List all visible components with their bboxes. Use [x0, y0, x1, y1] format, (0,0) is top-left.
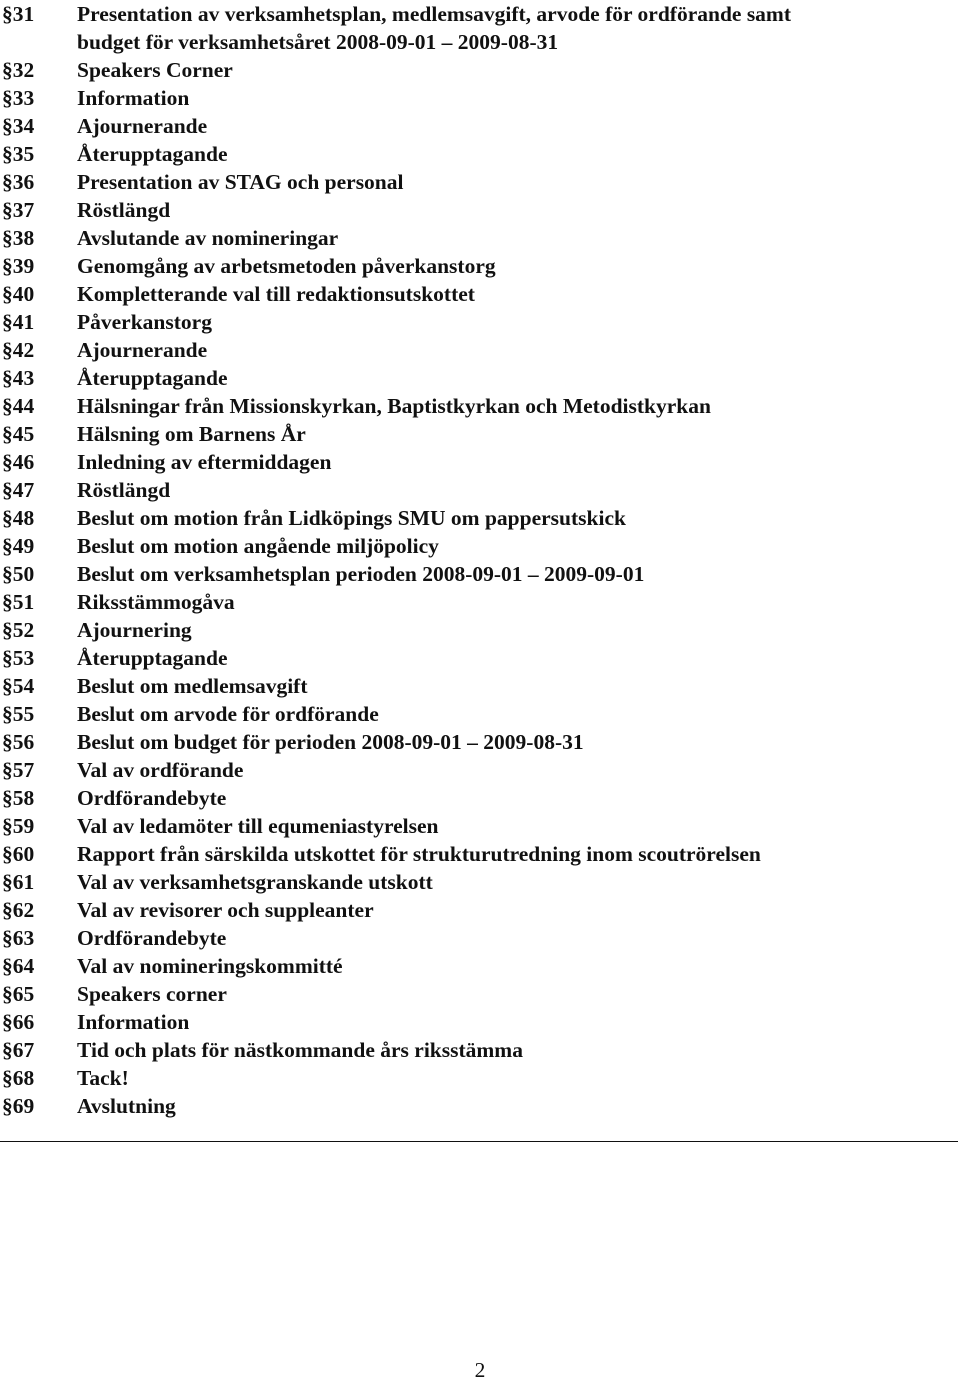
agenda-item-title	[77, 308, 958, 336]
agenda-item-number: §52	[2, 618, 35, 642]
agenda-item-title	[77, 812, 958, 840]
agenda-item-number: §66	[2, 1010, 35, 1034]
agenda-item	[0, 588, 958, 616]
agenda-item-number: §60	[2, 842, 35, 866]
agenda-item-title	[77, 1092, 958, 1120]
agenda-item-number: §33	[2, 86, 35, 110]
agenda-item-title	[77, 840, 958, 868]
agenda-item-title-line: Beslut om arvode för ordförande	[77, 702, 379, 726]
agenda-item-title-line: Röstlängd	[77, 478, 171, 502]
agenda-item-title	[77, 1064, 958, 1092]
agenda-item	[0, 308, 958, 336]
agenda-item-number: §49	[2, 534, 35, 558]
agenda-item-title-line: Ajournerande	[77, 338, 208, 362]
agenda-item	[0, 84, 958, 112]
agenda-item	[0, 140, 958, 168]
agenda-item	[0, 504, 958, 532]
agenda-item-title	[77, 280, 958, 308]
agenda-item-number: §42	[2, 338, 35, 362]
agenda-item-number: §61	[2, 870, 35, 894]
agenda-item	[0, 112, 958, 140]
agenda-item-title-line: Avslutande av nomineringar	[77, 226, 339, 250]
agenda-item	[0, 252, 958, 280]
agenda-item-title-line: Rapport från särskilda utskottet för strukturutredning inom scoutrörelsen	[77, 842, 761, 866]
agenda-item-title	[77, 700, 958, 728]
agenda-item	[0, 448, 958, 476]
agenda-item-title-line: Ordförandebyte	[77, 926, 227, 950]
agenda-item	[0, 532, 958, 560]
agenda-item	[0, 56, 958, 84]
agenda-item	[0, 280, 958, 308]
agenda-item	[0, 644, 958, 672]
agenda-item-title-line: Inledning av eftermiddagen	[77, 450, 332, 474]
agenda-item	[0, 1064, 958, 1092]
agenda-item-title-line: budget för verksamhetsåret 2008-09-01 – 2009-08-31	[77, 30, 559, 54]
agenda-item-number: §38	[2, 226, 35, 250]
agenda-item-number: §68	[2, 1066, 35, 1090]
agenda-item-title	[77, 84, 958, 112]
agenda-item-number: §54	[2, 674, 35, 698]
agenda-item	[0, 224, 958, 252]
agenda-item	[0, 672, 958, 700]
agenda-item-number: §47	[2, 478, 35, 502]
agenda-item-number: §55	[2, 702, 35, 726]
agenda-item-number: §62	[2, 898, 35, 922]
agenda-item-number: §59	[2, 814, 35, 838]
agenda-item-title	[77, 364, 958, 392]
agenda-item	[0, 700, 958, 728]
agenda-item-title	[77, 644, 958, 672]
agenda-item-title-line: Ajournering	[77, 618, 192, 642]
agenda-item-title-line: Genomgång av arbetsmetoden påverkanstorg	[77, 254, 496, 278]
agenda-item-title	[77, 616, 958, 644]
agenda-item-title	[77, 56, 958, 84]
agenda-item	[0, 1036, 958, 1064]
agenda-item-title-line: Beslut om budget för perioden 2008-09-01 – 2009-08-31	[77, 730, 584, 754]
agenda-item-title	[77, 448, 958, 476]
agenda-item-title	[77, 896, 958, 924]
agenda-item-number: §50	[2, 562, 35, 586]
agenda-item-title-line: Tid och plats för nästkommande års riksstämma	[77, 1038, 523, 1062]
agenda-item-number: §34	[2, 114, 35, 138]
agenda-item-title-line: Val av revisorer och suppleanter	[77, 898, 374, 922]
agenda-item-number: §43	[2, 366, 35, 390]
agenda-item-title-line: Hälsningar från Missionskyrkan, Baptistkyrkan och Metodistkyrkan	[77, 394, 711, 418]
agenda-item-number: §69	[2, 1094, 35, 1118]
agenda-item-number: §40	[2, 282, 35, 306]
agenda-item-title	[77, 728, 958, 756]
agenda-item	[0, 168, 958, 196]
agenda-item	[0, 392, 958, 420]
agenda-item-title-line: Avslutning	[77, 1094, 176, 1118]
agenda-item-number: §57	[2, 758, 35, 782]
agenda-item	[0, 476, 958, 504]
agenda-item-title	[77, 924, 958, 952]
agenda-item-title-line: Information	[77, 1010, 190, 1034]
agenda-item-title-line: Riksstämmogåva	[77, 590, 235, 614]
agenda-item-title-line: Val av nomineringskommitté	[77, 954, 343, 978]
agenda-item-number: §65	[2, 982, 35, 1006]
agenda-item-number: §64	[2, 954, 35, 978]
agenda-item-title-line: Återupptagande	[77, 646, 228, 670]
agenda-item-number: §56	[2, 730, 35, 754]
agenda-item-title	[77, 140, 958, 168]
agenda-item-title-line: Röstlängd	[77, 198, 171, 222]
agenda-item	[0, 896, 958, 924]
agenda-item-title-line: Tack!	[77, 1066, 129, 1090]
agenda-item-title	[77, 1036, 958, 1064]
agenda-item-number: §32	[2, 58, 35, 82]
agenda-item-title	[77, 224, 958, 252]
agenda-item-title-line: Beslut om motion angående miljöpolicy	[77, 534, 439, 558]
agenda-item	[0, 0, 958, 56]
agenda-item-title-line: Beslut om verksamhetsplan perioden 2008-09-01 – 2009-09-01	[77, 562, 645, 586]
agenda-item-number: §39	[2, 254, 35, 278]
agenda-item-number: §53	[2, 646, 35, 670]
agenda-item	[0, 616, 958, 644]
agenda-item-number: §63	[2, 926, 35, 950]
agenda-item	[0, 728, 958, 756]
agenda-item	[0, 1008, 958, 1036]
agenda-item-number: §58	[2, 786, 35, 810]
agenda-item-title	[77, 168, 958, 196]
agenda-item-title	[77, 588, 958, 616]
agenda-item	[0, 924, 958, 952]
agenda-item-title-line: Speakers Corner	[77, 58, 233, 82]
agenda-item-title	[77, 868, 958, 896]
agenda-item-title	[77, 252, 958, 280]
agenda-item-title	[77, 504, 958, 532]
agenda-item-title	[77, 112, 958, 140]
agenda-item-title	[77, 476, 958, 504]
agenda-item	[0, 196, 958, 224]
agenda-item-title-line: Val av ledamöter till equmeniastyrelsen	[77, 814, 439, 838]
agenda-item	[0, 420, 958, 448]
agenda-item-number: §67	[2, 1038, 35, 1062]
agenda-item-title	[77, 420, 958, 448]
agenda-item-title	[77, 0, 958, 56]
agenda-item-number: §46	[2, 450, 35, 474]
agenda-item	[0, 784, 958, 812]
agenda-item-number: §35	[2, 142, 35, 166]
agenda-item-title-line: Val av ordförande	[77, 758, 244, 782]
agenda-item-title	[77, 952, 958, 980]
agenda-item-title	[77, 560, 958, 588]
agenda-item-title-line: Presentation av verksamhetsplan, medlemsavgift, arvode för ordförande samt	[77, 2, 792, 26]
agenda-item-title-line: Presentation av STAG och personal	[77, 170, 404, 194]
agenda-item-title-line: Speakers corner	[77, 982, 227, 1006]
agenda-item-title-line: Hälsning om Barnens År	[77, 422, 306, 446]
agenda-item-number: §36	[2, 170, 35, 194]
agenda-item-title-line: Ordförandebyte	[77, 786, 227, 810]
agenda-item	[0, 756, 958, 784]
agenda-item-number: §51	[2, 590, 35, 614]
agenda-item-number: §45	[2, 422, 35, 446]
agenda-item-title	[77, 756, 958, 784]
agenda-item	[0, 560, 958, 588]
agenda-item-title	[77, 1008, 958, 1036]
agenda-item	[0, 868, 958, 896]
agenda-item-number: §31	[2, 2, 35, 26]
agenda-item-title-line: Ajournerande	[77, 114, 208, 138]
agenda-item-title-line: Återupptagande	[77, 142, 228, 166]
agenda-item	[0, 812, 958, 840]
agenda-item-title-line: Kompletterande val till redaktionsutskottet	[77, 282, 475, 306]
agenda-item-title	[77, 672, 958, 700]
agenda-item	[0, 980, 958, 1008]
agenda-item-title	[77, 392, 958, 420]
agenda-item-number: §41	[2, 310, 35, 334]
agenda-item-title-line: Påverkanstorg	[77, 310, 212, 334]
agenda-item-title-line: Beslut om medlemsavgift	[77, 674, 308, 698]
agenda-item	[0, 364, 958, 392]
agenda-item-title-line: Information	[77, 86, 190, 110]
agenda-item-title-line: Val av verksamhetsgranskande utskott	[77, 870, 433, 894]
agenda-item-title	[77, 980, 958, 1008]
page-number: 2	[474, 1358, 486, 1382]
agenda-item-title	[77, 336, 958, 364]
agenda-item	[0, 1092, 958, 1120]
agenda-item-number: §48	[2, 506, 35, 530]
agenda-item-title-line: Beslut om motion från Lidköpings SMU om pappersutskick	[77, 506, 626, 530]
agenda-item	[0, 952, 958, 980]
agenda-item-title	[77, 784, 958, 812]
agenda-item-title-line: Återupptagande	[77, 366, 228, 390]
agenda-item	[0, 336, 958, 364]
agenda-item-title	[77, 196, 958, 224]
agenda-item	[0, 840, 958, 868]
footer-divider	[0, 1141, 958, 1142]
agenda-item-number: §37	[2, 198, 35, 222]
agenda-item-title	[77, 532, 958, 560]
agenda-item-number: §44	[2, 394, 35, 418]
